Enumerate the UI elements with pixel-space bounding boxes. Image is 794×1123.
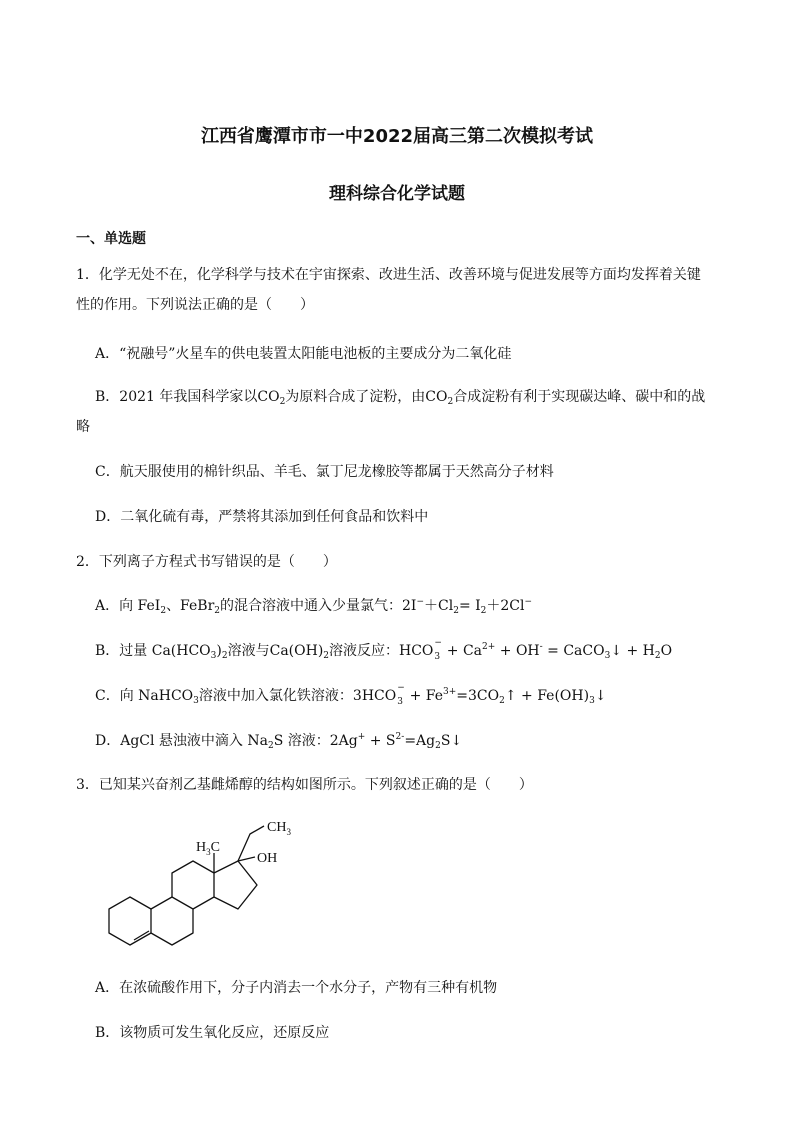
ethylestrenol-structure-diagram	[90, 810, 320, 960]
section-heading: 一、单选题	[76, 231, 146, 247]
ring-b	[151, 897, 193, 945]
ring-c	[172, 861, 214, 909]
document-subtitle: 理科综合化学试题	[329, 184, 465, 204]
ring-d	[214, 861, 257, 909]
question-2-stem: 2．下列离子方程式书写错误的是（ ）	[76, 554, 337, 570]
question-2-option-a: A．向 FeI$_2$、FeBr$_2$的混合溶液中通入少量氯气：$2I^-+Cl_2= I_2+2Cl^-$	[95, 597, 533, 616]
oh-label: OH	[257, 851, 278, 866]
question-2-option-c: C．向 NaHCO$_3$溶液中加入氯化铁溶液：3HCO − 3 + $Fe^{3+}=3CO_2↑$ + $Fe(OH)_3↓$	[95, 683, 607, 707]
question-2-option-b: B．过量 $Ca(HCO_3)_2$溶液与$Ca(OH)_2$溶液反应：HCO − 3 + $Ca^{2+} + OH^-$ = CaCO$_3$↓ + $H_2O$	[95, 638, 673, 662]
hydroxyl-bond	[238, 857, 255, 861]
question-1-option-d: D．二氧化硫有毒，严禁将其添加到任何食品和饮料中	[95, 509, 429, 525]
question-3-option-a: A．在浓硫酸作用下，分子内消去一个水分子，产物有三种有机物	[95, 980, 498, 996]
question-3-option-b: B．该物质可发生氧化反应，还原反应	[95, 1025, 330, 1041]
question-1-option-b-cont: 略	[76, 419, 90, 435]
question-1-option-c: C．航天服使用的棉针织品、羊毛、氯丁尼龙橡胶等都属于天然高分子材料	[95, 464, 554, 480]
ring-a	[109, 897, 151, 945]
question-1-option-b: B．2021 年我国科学家以$CO_2$为原料合成了淀粉，由$CO_2$合成淀粉有利于实现碳达峰、碳中和的战	[95, 389, 706, 407]
question-1-stem-line2: 性的作用。下列说法正确的是（ ）	[76, 297, 314, 313]
question-2-option-d: D．AgCl 悬浊液中滴入 $Na_2S$ 溶液：$2Ag^+ + S^{2-}=Ag_2S↓$	[95, 732, 463, 751]
question-1-stem-line1: 1．化学无处不在，化学科学与技术在宇宙探索、改进生活、改善环境与促进发展等方面均发挥着关键	[76, 267, 701, 283]
h3c-label: $H_3C$	[196, 840, 220, 857]
ch3-label: $CH_3$	[267, 820, 291, 837]
document-title: 江西省鹰潭市市一中2022届高三第二次模拟考试	[200, 126, 594, 147]
question-3-stem: 3．已知某兴奋剂乙基雌烯醇的结构如图所示。下列叙述正确的是（ ）	[76, 777, 533, 793]
question-1-option-a: A．“祝融号”火星车的供电装置太阳能电池板的主要成分为二氧化硅	[95, 346, 512, 362]
